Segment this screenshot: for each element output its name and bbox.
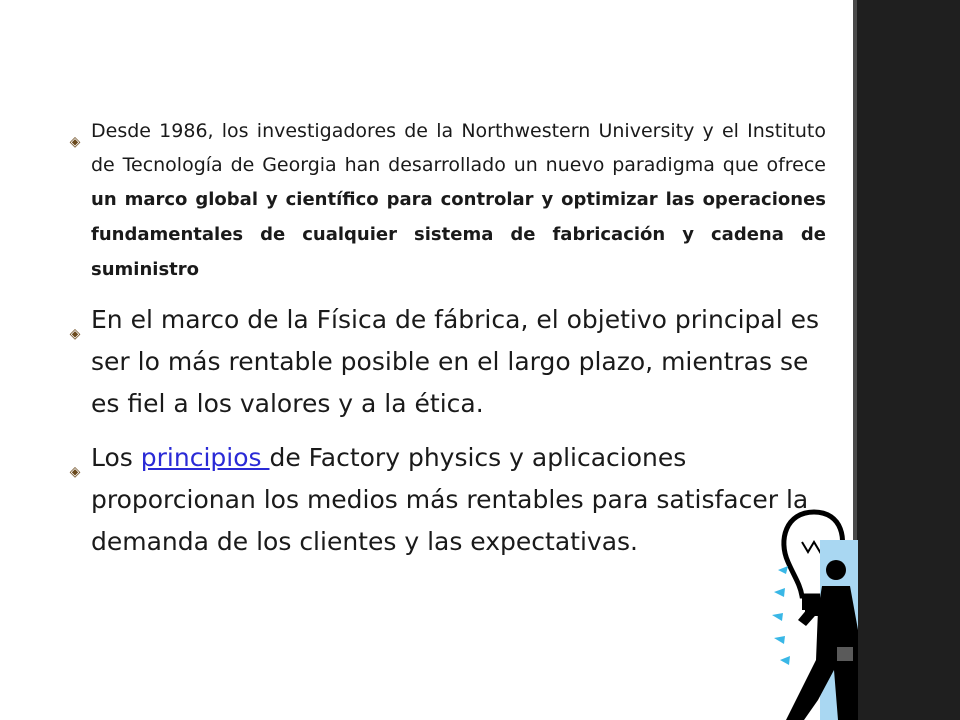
bullet-item-1 — [64, 114, 826, 287]
bullet-text-2: En el marco de la Física de fábrica, el objetivo principal es ser lo más rentable posible en el largo plazo, mientras se es fiel a los valores y a la ética. — [91, 305, 820, 418]
bullet-1-emphasis: un marco global y científico para controlar y optimizar las operaciones fundamentales de cualquier sistema de fabricación y cadena de suministro — [91, 189, 826, 280]
diamond-bullet-icon: ◈ — [69, 326, 81, 342]
businessman-lightbulb-icon — [758, 500, 858, 720]
bullet-3-rest: de Factory physics y aplicaciones proporcionan los medios más rentables para satisfacer la demanda de los clientes y las expectativas. — [91, 443, 809, 556]
bullet-item-3 — [64, 437, 826, 563]
bullet-list — [64, 114, 826, 563]
bullet-3-lead: Los — [91, 443, 141, 472]
diamond-bullet-icon: ◈ — [69, 464, 81, 480]
principios-link[interactable]: principios — [140, 443, 270, 472]
bullet-text-1 — [86, 114, 826, 287]
right-sidebar — [857, 0, 960, 720]
bullet-text-3 — [86, 437, 826, 563]
bullet-item-2 — [64, 299, 826, 425]
diamond-bullet-icon: ◈ — [69, 134, 81, 150]
bullet-1-lead: Desde 1986, los investigadores de la Northwestern University y el Instituto de Tecnología de Georgia han desarrollado un nuevo paradigma que ofrece — [91, 120, 826, 176]
